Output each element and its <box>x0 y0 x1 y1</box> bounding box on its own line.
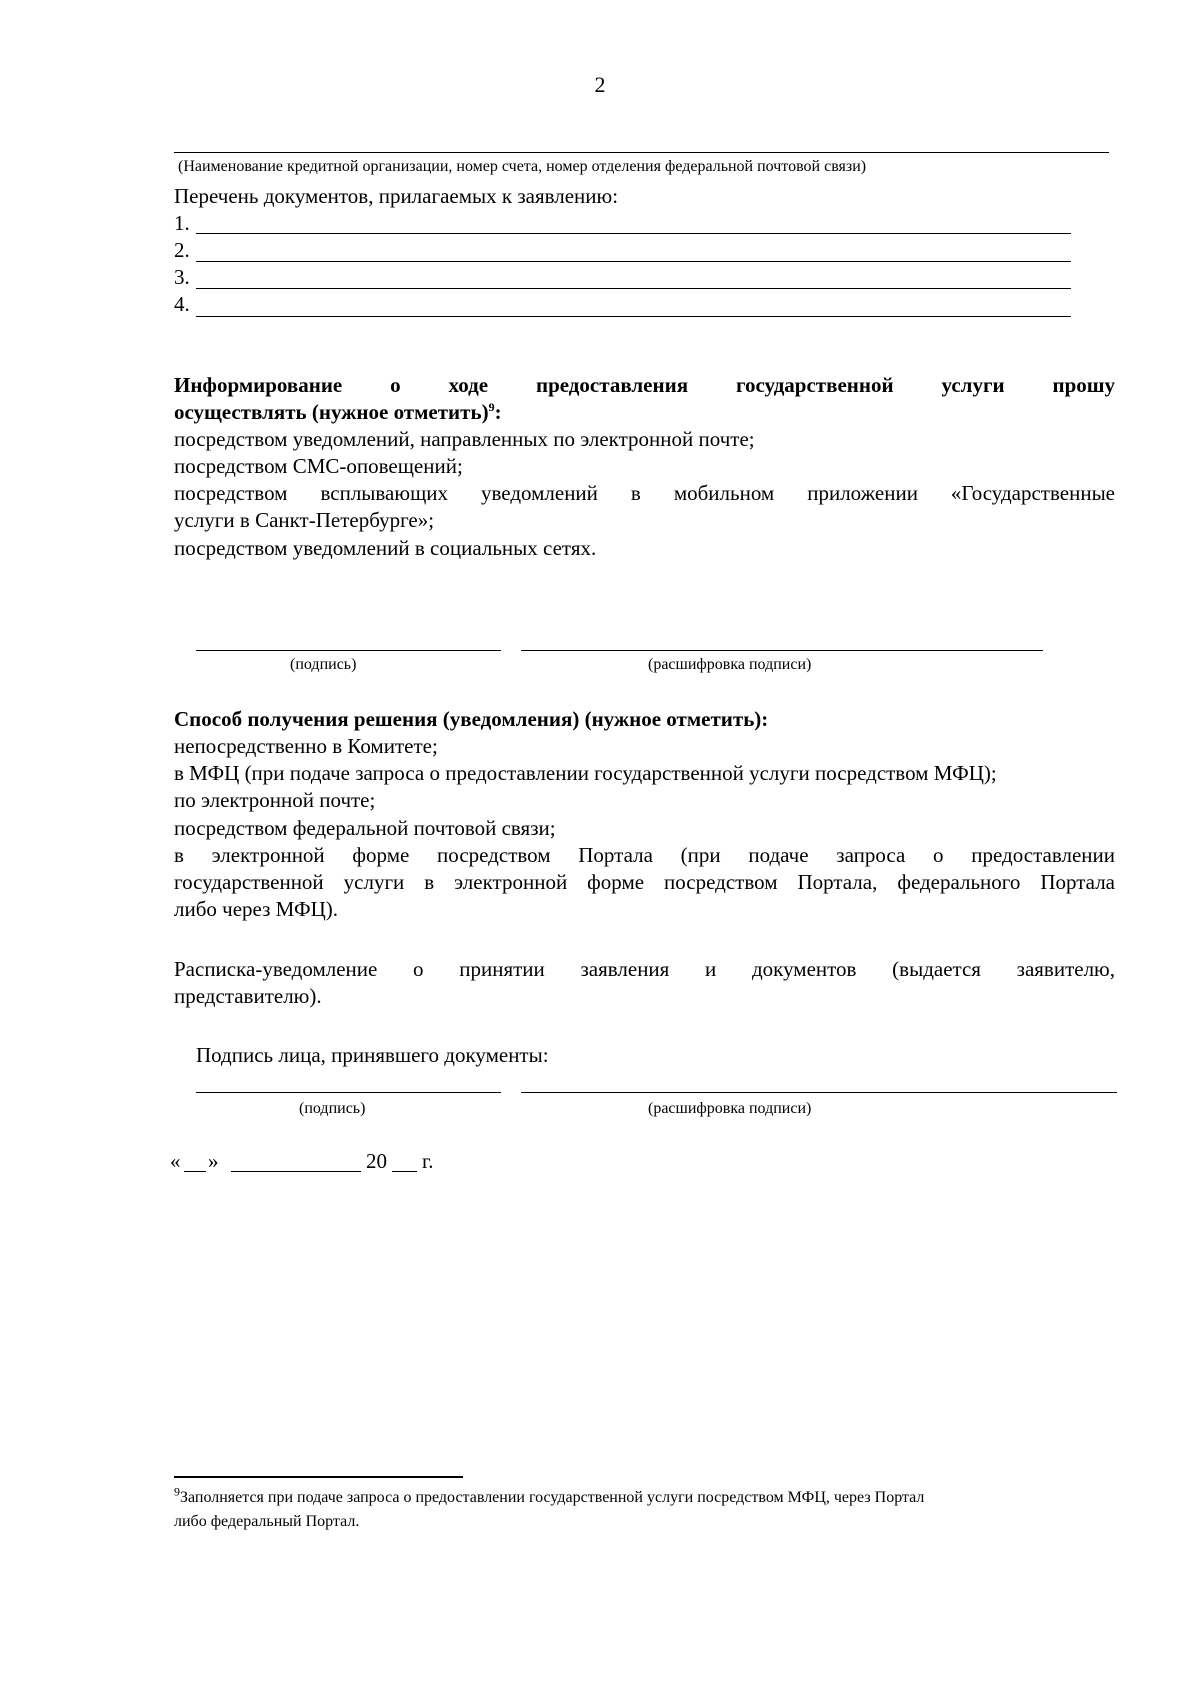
signature-decode-line[interactable] <box>521 650 1043 651</box>
informing-heading: Информирование о ходе предоставления государственной услуги прошу <box>174 373 1115 397</box>
documents-title: Перечень документов, прилагаемых к заявлению: <box>174 184 619 208</box>
informing-option-push[interactable]: посредством всплывающих уведомлений в мобильном приложении «Государственные <box>174 481 1115 505</box>
accepted-decode-line[interactable] <box>521 1092 1117 1093</box>
document-item-4-number: 4. <box>174 292 190 316</box>
date-month-field[interactable] <box>231 1171 361 1172</box>
receiving-option-portal-end: либо через МФЦ). <box>174 897 339 921</box>
informing-heading-cont: осуществлять (нужное отметить)$^9$: <box>174 400 502 424</box>
document-item-3-line[interactable] <box>196 288 1071 289</box>
receiving-heading: Способ получения решения (уведомления) (нужное отметить): <box>174 707 769 731</box>
receipt-text-cont: представителю). <box>174 984 322 1008</box>
document-item-1-number: 1. <box>174 211 190 235</box>
date-year-prefix: 20 <box>366 1149 387 1173</box>
signature-decode-caption: (расшифровка подписи) <box>648 656 812 673</box>
bank-info-line[interactable] <box>174 152 1109 153</box>
accepted-signature-label: Подпись лица, принявшего документы: <box>196 1043 549 1067</box>
document-item-3-number: 3. <box>174 265 190 289</box>
informing-option-email[interactable]: посредством уведомлений, направленных по электронной почте; <box>174 427 755 451</box>
accepted-signature-line[interactable] <box>196 1092 501 1093</box>
document-item-2-number: 2. <box>174 238 190 262</box>
document-item-4-line[interactable] <box>196 316 1071 317</box>
informing-option-sms[interactable]: посредством СМС-оповещений; <box>174 454 463 478</box>
signature-line[interactable] <box>196 650 501 651</box>
bank-info-caption: (Наименование кредитной организации, номер счета, номер отделения федеральной почтовой связи) <box>178 158 867 175</box>
receiving-option-committee[interactable]: непосредственно в Комитете; <box>174 734 438 758</box>
date-open-quote: « <box>170 1149 181 1173</box>
receiving-option-portal-cont: государственной услуги в электронной форме посредством Портала, федерального Портала <box>174 870 1115 894</box>
accepted-decode-caption: (расшифровка подписи) <box>648 1100 812 1117</box>
informing-option-push-cont: услуги в Санкт-Петербурге»; <box>174 508 435 532</box>
receiving-option-post[interactable]: посредством федеральной почтовой связи; <box>174 816 556 840</box>
informing-option-social[interactable]: посредством уведомлений в социальных сетях. <box>174 536 597 560</box>
date-close-quote: » <box>208 1149 219 1173</box>
receipt-text: Расписка-уведомление о принятии заявления и документов (выдается заявителю, <box>174 957 1115 981</box>
footnote-mark: 9 <box>174 1484 180 1499</box>
date-year-suffix: г. <box>422 1149 434 1173</box>
date-year-field[interactable] <box>392 1171 417 1172</box>
receiving-option-portal[interactable]: в электронной форме посредством Портала (при подаче запроса о предоставлении <box>174 843 1115 867</box>
accepted-signature-caption: (подпись) <box>299 1100 366 1117</box>
signature-caption: (подпись) <box>290 656 357 673</box>
footnote-text: $^9$Заполняется при подаче запроса о предоставлении государственной услуги посредством МФЦ, через Портал либо федеральный Портал. <box>174 1486 1124 1534</box>
document-item-2-line[interactable] <box>196 261 1071 262</box>
date-day-field[interactable] <box>184 1171 206 1172</box>
receiving-option-mfc[interactable]: в МФЦ (при подаче запроса о предоставлении государственной услуги посредством МФЦ); <box>174 761 997 785</box>
footnote-ref: 9 <box>488 400 495 414</box>
footnote-separator <box>174 1476 463 1478</box>
document-item-1-line[interactable] <box>196 233 1071 234</box>
receiving-option-email[interactable]: по электронной почте; <box>174 788 376 812</box>
page-number: 2 <box>594 72 606 97</box>
footnote-text-cont: либо федеральный Портал. <box>174 1513 360 1530</box>
